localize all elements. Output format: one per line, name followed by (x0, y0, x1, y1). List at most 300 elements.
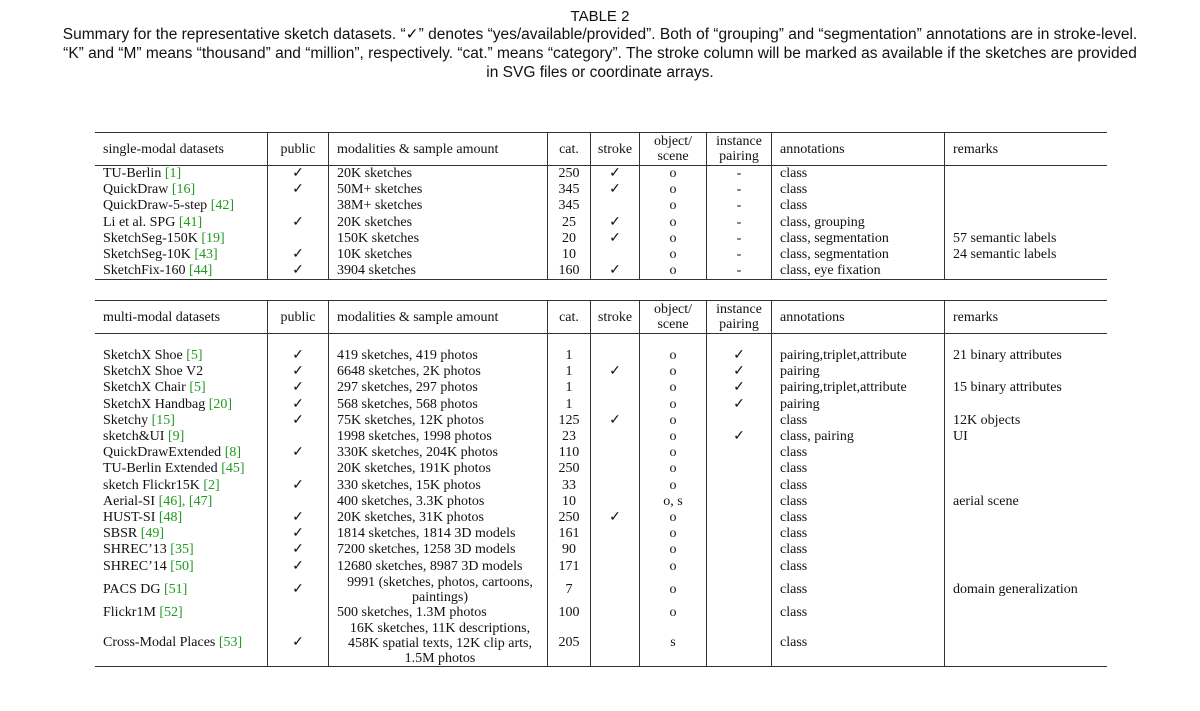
multi-modal-table (95, 300, 1107, 667)
public-cell: ✓ (268, 380, 329, 396)
dataset-name (95, 429, 268, 445)
column-header: stroke (591, 133, 640, 166)
public-cell: ✓ (268, 510, 329, 526)
object-scene-cell: o, s (640, 494, 707, 510)
column-header: remarks (945, 301, 1108, 334)
annotations-cell: pairing (772, 364, 945, 380)
table-row (95, 461, 1107, 477)
stroke-cell (591, 198, 640, 214)
table-row (95, 263, 1107, 280)
instance-pairing-cell (707, 526, 772, 542)
instance-pairing-cell: ✓ (707, 364, 772, 380)
remarks-cell: UI (945, 429, 1108, 445)
public-cell: ✓ (268, 559, 329, 575)
instance-pairing-cell (707, 494, 772, 510)
modalities-cell: 330 sketches, 15K photos (329, 478, 548, 494)
column-header: multi-modal datasets (95, 301, 268, 334)
column-header: modalities & sample amount (329, 133, 548, 166)
public-cell: ✓ (268, 348, 329, 364)
public-cell: ✓ (268, 364, 329, 380)
category-count: 345 (548, 198, 591, 214)
dataset-label: QuickDrawExtended (103, 445, 222, 461)
category-count: 33 (548, 478, 591, 494)
dataset-name (95, 182, 268, 198)
category-count: 25 (548, 215, 591, 231)
table-row (95, 429, 1107, 445)
dataset-label: SBSR (103, 526, 138, 542)
table-row (95, 621, 1107, 667)
stroke-cell (591, 559, 640, 575)
stroke-cell (591, 461, 640, 477)
table-row (95, 182, 1107, 198)
table-row (95, 510, 1107, 526)
dataset-name (95, 364, 268, 380)
remarks-cell: 12K objects (945, 413, 1108, 429)
dataset-label: sketch&UI (103, 429, 165, 445)
public-cell: ✓ (268, 215, 329, 231)
table-row (95, 215, 1107, 231)
annotations-cell: class (772, 559, 945, 575)
public-cell: ✓ (268, 247, 329, 263)
instance-pairing-cell (707, 575, 772, 605)
citation-link[interactable]: [43] (194, 247, 218, 263)
citation-link[interactable]: [5] (189, 380, 206, 396)
object-scene-cell: o (640, 445, 707, 461)
category-count: 1 (548, 380, 591, 396)
public-cell: ✓ (268, 263, 329, 280)
citation-link[interactable]: [1] (164, 166, 182, 181)
dataset-name (95, 397, 268, 413)
dataset-label: QuickDraw-5-step (103, 198, 208, 214)
dataset-name (95, 575, 268, 605)
spacer-cell (95, 334, 268, 349)
remarks-cell (945, 397, 1108, 413)
remarks-cell (945, 526, 1108, 542)
public-cell (268, 494, 329, 510)
table-row (95, 397, 1107, 413)
dataset-label: HUST-SI (103, 510, 156, 526)
modalities-cell: 500 sketches, 1.3M photos (329, 605, 548, 621)
public-cell: ✓ (268, 445, 329, 461)
object-scene-cell: o (640, 429, 707, 445)
object-scene-cell: o (640, 166, 707, 183)
remarks-cell (945, 461, 1108, 477)
dataset-label: SHREC’13 (103, 542, 167, 558)
remarks-cell (945, 510, 1108, 526)
dataset-name (95, 166, 268, 183)
citation-link[interactable]: [50] (170, 558, 194, 574)
category-count: 161 (548, 526, 591, 542)
citation-link[interactable]: [42] (210, 198, 235, 214)
dataset-label: SketchSeg-150K (103, 230, 198, 246)
stroke-cell (591, 397, 640, 413)
stroke-cell (591, 429, 640, 445)
instance-pairing-cell: ✓ (707, 348, 772, 364)
column-header: object/ scene (640, 301, 707, 334)
modalities-cell: 12680 sketches, 8987 3D models (329, 559, 548, 575)
modalities-cell: 297 sketches, 297 photos (329, 380, 548, 396)
remarks-cell (945, 445, 1108, 461)
remarks-cell (945, 166, 1108, 183)
stroke-cell: ✓ (591, 263, 640, 280)
public-cell: ✓ (268, 413, 329, 429)
annotations-cell: class, segmentation (772, 247, 945, 263)
remarks-cell (945, 478, 1108, 494)
dataset-label: TU-Berlin Extended (103, 461, 218, 477)
column-header: stroke (591, 301, 640, 334)
modalities-cell: 150K sketches (329, 231, 548, 247)
citation-link[interactable]: [48] (158, 510, 183, 526)
dataset-name (95, 542, 268, 558)
dataset-label: Cross-Modal Places (103, 635, 216, 651)
table-row (95, 166, 1107, 183)
annotations-cell: class (772, 621, 945, 667)
instance-pairing-cell: ✓ (707, 397, 772, 413)
annotations-cell: pairing,triplet,attribute (772, 380, 945, 396)
dataset-label: Sketchy (103, 412, 149, 428)
annotations-cell: class (772, 461, 945, 477)
annotations-cell: class (772, 182, 945, 198)
column-header: annotations (772, 301, 945, 334)
annotations-cell: class, grouping (772, 215, 945, 231)
stroke-cell (591, 575, 640, 605)
object-scene-cell: o (640, 413, 707, 429)
public-cell: ✓ (268, 526, 329, 542)
remarks-cell (945, 605, 1108, 621)
table-row (95, 380, 1107, 396)
dataset-label: TU-Berlin (103, 166, 162, 181)
stroke-cell: ✓ (591, 413, 640, 429)
category-count: 23 (548, 429, 591, 445)
table-row (95, 494, 1107, 510)
stroke-cell (591, 494, 640, 510)
table-row (95, 413, 1107, 429)
annotations-cell: class (772, 445, 945, 461)
object-scene-cell: o (640, 247, 707, 263)
category-count: 125 (548, 413, 591, 429)
annotations-cell: class (772, 605, 945, 621)
citation-link[interactable]: [16] (171, 182, 196, 198)
annotations-cell: class (772, 526, 945, 542)
dataset-name (95, 445, 268, 461)
table-row (95, 231, 1107, 247)
spacer-cell (640, 334, 707, 349)
annotations-cell: class, eye fixation (772, 263, 945, 280)
dataset-name (95, 621, 268, 667)
table-row (95, 542, 1107, 558)
remarks-cell (945, 263, 1108, 280)
annotations-cell: pairing,triplet,attribute (772, 348, 945, 364)
dataset-name (95, 510, 268, 526)
spacer-cell (772, 334, 945, 349)
modalities-cell: 1998 sketches, 1998 photos (329, 429, 548, 445)
citation-link[interactable]: [20] (208, 396, 233, 412)
modalities-cell: 20K sketches (329, 166, 548, 183)
object-scene-cell: o (640, 526, 707, 542)
remarks-cell (945, 621, 1108, 667)
dataset-name (95, 263, 268, 280)
dataset-name (95, 605, 268, 621)
dataset-label: Li et al. SPG (103, 214, 176, 230)
object-scene-cell: o (640, 198, 707, 214)
annotations-cell: class (772, 413, 945, 429)
stroke-cell: ✓ (591, 182, 640, 198)
modalities-cell: 16K sketches, 11K descriptions, 458K spatial texts, 12K clip arts, 1.5M photos (329, 621, 548, 667)
category-count: 1 (548, 348, 591, 364)
public-cell: ✓ (268, 575, 329, 605)
object-scene-cell: o (640, 605, 707, 621)
object-scene-cell: o (640, 510, 707, 526)
remarks-cell (945, 364, 1108, 380)
column-header: instance pairing (707, 133, 772, 166)
annotations-cell: class (772, 198, 945, 214)
public-cell: ✓ (268, 621, 329, 667)
object-scene-cell: o (640, 559, 707, 575)
dataset-name (95, 413, 268, 429)
citation-link[interactable]: [52] (159, 604, 183, 620)
stroke-cell (591, 605, 640, 621)
table-caption: Summary for the representative sketch datasets. “✓” denotes “yes/available/provided”. Both of “grouping” and “segmentation” annotations are in stroke-level. “K” and “M” means “thousand” and “million”, respectively. “cat.” means “category”. The stroke column will be marked as available if the sketches are provided in SVG files or coordinate arrays. (62, 26, 1138, 81)
stroke-cell: ✓ (591, 364, 640, 380)
instance-pairing-cell (707, 445, 772, 461)
dataset-name (95, 559, 268, 575)
dataset-name (95, 231, 268, 247)
stroke-cell: ✓ (591, 510, 640, 526)
stroke-cell (591, 247, 640, 263)
table-row (95, 364, 1107, 380)
category-count: 100 (548, 605, 591, 621)
stroke-cell (591, 348, 640, 364)
annotations-cell: class (772, 494, 945, 510)
dataset-label: PACS DG (103, 581, 161, 597)
citation-link[interactable]: [41] (178, 214, 203, 230)
instance-pairing-cell (707, 621, 772, 667)
modalities-cell: 9991 (sketches, photos, cartoons, paintings) (329, 575, 548, 605)
category-count: 1 (548, 397, 591, 413)
annotations-cell: class (772, 575, 945, 605)
object-scene-cell: o (640, 182, 707, 198)
public-cell: ✓ (268, 182, 329, 198)
stroke-cell: ✓ (591, 166, 640, 183)
table-title: TABLE 2 (570, 8, 630, 25)
column-header: single-modal datasets (95, 133, 268, 166)
citation-link[interactable]: [51] (163, 581, 188, 597)
instance-pairing-cell: ✓ (707, 380, 772, 396)
dataset-label: SketchX Shoe V2 (103, 364, 204, 380)
table-row (95, 478, 1107, 494)
stroke-cell (591, 526, 640, 542)
public-cell (268, 231, 329, 247)
instance-pairing-cell (707, 478, 772, 494)
table-row (95, 198, 1107, 214)
object-scene-cell: o (640, 231, 707, 247)
instance-pairing-cell: - (707, 215, 772, 231)
stroke-cell (591, 478, 640, 494)
spacer-cell (268, 334, 329, 349)
category-count: 250 (548, 510, 591, 526)
column-header: instance pairing (707, 301, 772, 334)
instance-pairing-cell: - (707, 198, 772, 214)
remarks-cell (945, 559, 1108, 575)
category-count: 205 (548, 621, 591, 667)
table-row (95, 559, 1107, 575)
table-row (95, 605, 1107, 621)
spacer-cell (329, 334, 548, 349)
dataset-name (95, 348, 268, 364)
annotations-cell: class (772, 478, 945, 494)
public-cell (268, 605, 329, 621)
remarks-cell (945, 215, 1108, 231)
remarks-cell: domain generalization (945, 575, 1108, 605)
citation-link[interactable]: [15] (151, 412, 175, 428)
remarks-cell (945, 182, 1108, 198)
header-row (95, 301, 1107, 334)
spacer-cell (548, 334, 591, 349)
stroke-cell (591, 621, 640, 667)
annotations-cell: class (772, 510, 945, 526)
column-header: cat. (548, 301, 591, 334)
instance-pairing-cell (707, 413, 772, 429)
citation-link[interactable]: [9] (167, 429, 185, 445)
dataset-name (95, 198, 268, 214)
public-cell: ✓ (268, 397, 329, 413)
citation-link[interactable]: [8] (224, 445, 242, 461)
spacer-cell (945, 334, 1108, 349)
category-count: 7 (548, 575, 591, 605)
category-count: 90 (548, 542, 591, 558)
object-scene-cell: o (640, 542, 707, 558)
modalities-cell: 568 sketches, 568 photos (329, 397, 548, 413)
object-scene-cell: o (640, 461, 707, 477)
modalities-cell: 6648 sketches, 2K photos (329, 364, 548, 380)
instance-pairing-cell: - (707, 231, 772, 247)
citation-link[interactable]: [35] (170, 542, 194, 558)
table-row (95, 348, 1107, 364)
remarks-cell: 15 binary attributes (945, 380, 1108, 396)
annotations-cell: class, segmentation (772, 231, 945, 247)
dataset-name (95, 247, 268, 263)
instance-pairing-cell: - (707, 263, 772, 280)
citation-link[interactable]: [5] (186, 348, 203, 363)
public-cell (268, 429, 329, 445)
citation-link[interactable]: [2] (203, 477, 220, 493)
spacer-cell (591, 334, 640, 349)
object-scene-cell: o (640, 397, 707, 413)
stroke-cell (591, 380, 640, 396)
object-scene-cell: o (640, 263, 707, 280)
modalities-cell: 20K sketches (329, 215, 548, 231)
column-header: object/ scene (640, 133, 707, 166)
citation-link[interactable]: [53] (218, 635, 243, 651)
category-count: 250 (548, 461, 591, 477)
remarks-cell: 24 semantic labels (945, 247, 1108, 263)
annotations-cell: class, pairing (772, 429, 945, 445)
remarks-cell (945, 542, 1108, 558)
dataset-label: sketch Flickr15K (103, 477, 200, 493)
dataset-label: Flickr1M (103, 604, 156, 620)
modalities-cell: 419 sketches, 419 photos (329, 348, 548, 364)
annotations-cell: class (772, 166, 945, 183)
modalities-cell: 330K sketches, 204K photos (329, 445, 548, 461)
annotations-cell: pairing (772, 397, 945, 413)
citation-link[interactable]: [49] (140, 526, 165, 542)
table-row (95, 575, 1107, 605)
column-header: remarks (945, 133, 1108, 166)
modalities-cell: 50M+ sketches (329, 182, 548, 198)
public-cell: ✓ (268, 166, 329, 183)
remarks-cell: aerial scene (945, 494, 1108, 510)
object-scene-cell: o (640, 575, 707, 605)
annotations-cell: class (772, 542, 945, 558)
citation-link[interactable]: [46], [47] (158, 493, 213, 509)
modalities-cell: 400 sketches, 3.3K photos (329, 494, 548, 510)
object-scene-cell: o (640, 478, 707, 494)
citation-link[interactable]: [44] (188, 263, 213, 279)
instance-pairing-cell: - (707, 182, 772, 198)
dataset-label: QuickDraw (103, 182, 169, 198)
remarks-cell: 57 semantic labels (945, 231, 1108, 247)
remarks-cell (945, 198, 1108, 214)
category-count: 345 (548, 182, 591, 198)
stroke-cell: ✓ (591, 231, 640, 247)
object-scene-cell: o (640, 215, 707, 231)
column-header: public (268, 133, 329, 166)
citation-link[interactable]: [45] (221, 461, 245, 477)
dataset-name (95, 215, 268, 231)
public-cell (268, 461, 329, 477)
dataset-label: SketchX Chair (103, 380, 186, 396)
modalities-cell: 7200 sketches, 1258 3D models (329, 542, 548, 558)
instance-pairing-cell: ✓ (707, 429, 772, 445)
dataset-name (95, 494, 268, 510)
stroke-cell (591, 445, 640, 461)
category-count: 10 (548, 494, 591, 510)
modalities-cell: 3904 sketches (329, 263, 548, 280)
dataset-label: SketchFix-160 (103, 263, 186, 279)
column-header: cat. (548, 133, 591, 166)
dataset-name (95, 380, 268, 396)
category-count: 250 (548, 166, 591, 183)
column-header: modalities & sample amount (329, 301, 548, 334)
header-row (95, 133, 1107, 166)
dataset-label: SHREC’14 (103, 558, 167, 574)
instance-pairing-cell (707, 605, 772, 621)
spacer-row (95, 334, 1107, 349)
modalities-cell: 1814 sketches, 1814 3D models (329, 526, 548, 542)
category-count: 1 (548, 364, 591, 380)
table-row (95, 526, 1107, 542)
modalities-cell: 38M+ sketches (329, 198, 548, 214)
object-scene-cell: o (640, 380, 707, 396)
category-count: 171 (548, 559, 591, 575)
category-count: 10 (548, 247, 591, 263)
dataset-name (95, 526, 268, 542)
category-count: 110 (548, 445, 591, 461)
instance-pairing-cell: - (707, 247, 772, 263)
instance-pairing-cell: - (707, 166, 772, 183)
public-cell: ✓ (268, 478, 329, 494)
modalities-cell: 20K sketches, 191K photos (329, 461, 548, 477)
dataset-name (95, 478, 268, 494)
instance-pairing-cell (707, 461, 772, 477)
citation-link[interactable]: [19] (201, 230, 225, 246)
column-header: public (268, 301, 329, 334)
object-scene-cell: s (640, 621, 707, 667)
category-count: 160 (548, 263, 591, 280)
stroke-cell (591, 542, 640, 558)
instance-pairing-cell (707, 542, 772, 558)
table-row (95, 247, 1107, 263)
